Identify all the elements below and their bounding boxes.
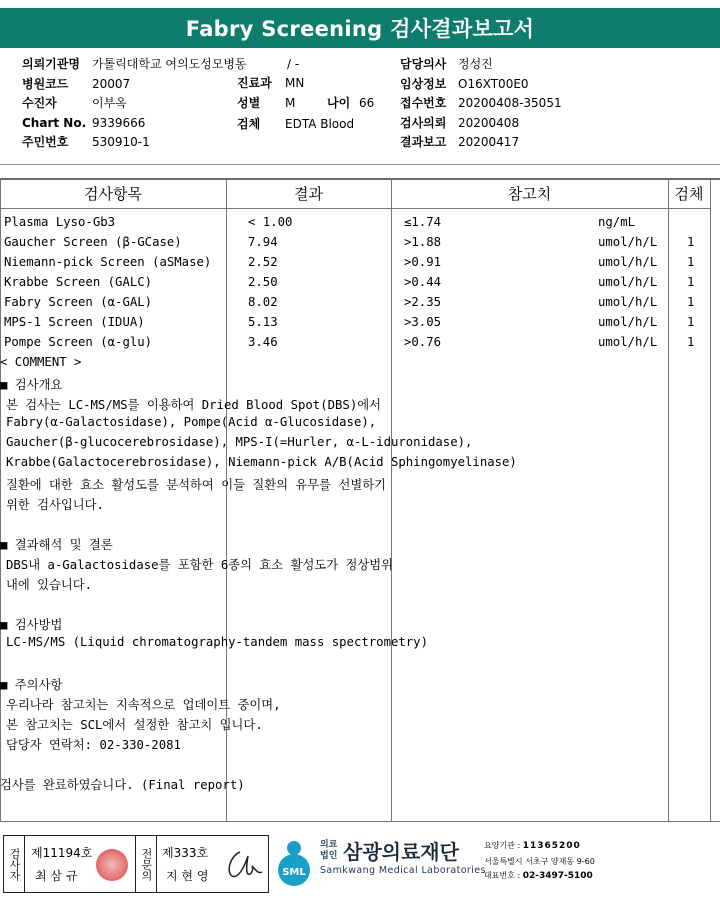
clinical-label: 임상정보	[400, 76, 447, 91]
footer	[0, 834, 720, 894]
final-report-note: 검사를 완료하였습니다. (Final report)	[0, 778, 245, 792]
org-phone: 대표번호 : 02-3497-5100	[484, 871, 593, 881]
test-specimen: 1	[687, 255, 695, 269]
test-unit: umol/h/L	[598, 295, 658, 309]
test-name: Gaucher Screen (β-GCase)	[4, 235, 182, 249]
header-underline	[0, 208, 710, 209]
test-reference: ≤1.74	[404, 215, 442, 229]
test-specimen: 1	[687, 335, 695, 349]
clinic-info	[237, 74, 374, 135]
col-line	[0, 179, 1, 821]
table-row	[4, 275, 710, 295]
org-name: 삼광의료재단	[343, 840, 459, 864]
test-reference: >3.05	[404, 315, 442, 329]
col-header-result: 결과	[294, 185, 323, 203]
test-unit: umol/h/L	[598, 315, 658, 329]
table-row	[4, 295, 710, 315]
test-reference: >0.44	[404, 275, 442, 289]
examiner-name: 최 삼 규	[35, 869, 78, 883]
doctor-label: 담당의사	[400, 57, 447, 71]
patient-label: 수진자	[22, 96, 57, 110]
test-unit: umol/h/L	[598, 275, 658, 289]
signature-box	[3, 835, 269, 893]
specimen-value: EDTA Blood	[285, 117, 355, 131]
test-specimen: 1	[687, 295, 695, 309]
test-unit: umol/h/L	[598, 255, 658, 269]
test-name: Plasma Lyso-Gb3	[4, 215, 116, 229]
test-result: 5.13	[248, 315, 278, 329]
test-specimen: 1	[687, 275, 695, 289]
test-result: 3.46	[248, 335, 278, 349]
section-title: ■ 결과해석 및 결론	[0, 538, 113, 552]
col-header-specimen: 검체	[674, 185, 704, 203]
col-header-reference: 참고치	[507, 185, 552, 203]
table-row	[4, 315, 710, 335]
table-row	[4, 235, 710, 255]
comment-line: DBS내 a-Galactosidase를 포함한 6종의 효소 활성도가 정상범위	[6, 558, 394, 572]
request-value: 20200408	[458, 115, 520, 130]
resident-label: 주민번호	[22, 135, 69, 149]
section-title: ■ 검사개요	[0, 378, 63, 392]
clinic-label: 진료과	[237, 76, 272, 90]
request-label: 검사의뢰	[400, 115, 447, 130]
col-line	[710, 179, 711, 821]
sex-label: 성별	[237, 95, 261, 110]
specialist-license: 제333호	[162, 846, 209, 860]
code-value: 20007	[92, 76, 131, 91]
section-title: ■ 검사방법	[0, 618, 63, 632]
comment-line: 본 검사는 LC-MS/MS를 이용하여 Dried Blood Spot(DBS)에서	[6, 398, 381, 412]
section-title: ■ 주의사항	[0, 678, 63, 692]
test-specimen: 1	[687, 235, 695, 249]
comment-line: Gaucher(β-glucocerebrosidase), MPS-I(=Hurler, α-L-iduronidase),	[6, 435, 473, 449]
resident-value: 530910-1	[92, 135, 150, 149]
report-label: 결과보고	[400, 135, 447, 149]
test-unit: umol/h/L	[598, 335, 658, 349]
clinical-value: O16XT00E0	[458, 76, 529, 91]
comment-line: LC-MS/MS (Liquid chromatography-tandem mass spectrometry)	[6, 635, 428, 649]
org-english-name: Samkwang Medical Laboratories	[320, 865, 486, 876]
contact-code: 요양기관 : 11365200	[484, 841, 581, 851]
comment-line: Fabry(α-Galactosidase), Pompe(Acid α-Glucosidase),	[6, 415, 377, 429]
examiner-seal	[96, 849, 128, 881]
test-result: < 1.00	[248, 215, 293, 229]
test-unit: ng/mL	[598, 215, 636, 229]
receipt-label: 접수번호	[400, 96, 447, 110]
test-name: Pompe Screen (α-glu)	[4, 335, 153, 349]
examiner-license: 제11194호	[31, 846, 93, 860]
specialist-label: 전문의	[135, 836, 157, 892]
test-reference: >0.76	[404, 335, 442, 349]
comment-line: 위한 검사입니다.	[6, 498, 104, 512]
test-name: Niemann-pick Screen (aSMase)	[4, 255, 212, 269]
test-name: Fabry Screen (α-GAL)	[4, 295, 153, 309]
table-row	[4, 215, 710, 235]
sml-logo-icon	[272, 838, 316, 888]
table-row	[4, 335, 710, 355]
divider	[0, 164, 720, 165]
chart-label: Chart No.	[22, 115, 87, 130]
test-reference: >1.88	[404, 235, 442, 249]
report-value: 20200417	[458, 135, 520, 149]
sex-value: M	[285, 95, 296, 110]
report-title: Fabry Screening 검사결과보고서	[0, 8, 720, 48]
dept-sep: / -	[287, 57, 300, 71]
signature-icon	[222, 846, 266, 884]
comment-heading: < COMMENT >	[0, 355, 82, 369]
test-specimen: 1	[687, 315, 695, 329]
comment-line: 본 참고치는 SCL에서 설정한 참고치 입니다.	[6, 718, 263, 732]
test-result: 2.50	[248, 275, 278, 289]
examiner-label: 검사자	[4, 836, 25, 892]
test-result: 2.52	[248, 255, 278, 269]
comment-line: Krabbe(Galactocerebrosidase), Niemann-pick A/B(Acid Sphingomyelinase)	[6, 455, 517, 469]
test-result: 7.94	[248, 235, 278, 249]
comment-line: 질환에 대한 효소 활성도를 분석하여 이들 질환의 유무를 선별하기	[6, 478, 386, 492]
test-name: MPS-1 Screen (IDUA)	[4, 315, 145, 329]
comment-line: 내에 있습니다.	[6, 578, 93, 592]
test-name: Krabbe Screen (GALC)	[4, 275, 153, 289]
comment-line: 담당자 연락처: 02-330-2081	[6, 738, 181, 752]
age-label: 나이	[327, 95, 351, 110]
request-info	[400, 55, 562, 153]
org-address: 서울특별시 서초구 양재동 9-60	[484, 857, 595, 866]
test-result: 8.02	[248, 295, 278, 309]
test-reference: >0.91	[404, 255, 442, 269]
org-prefix: 의료법인	[320, 840, 338, 861]
table-bottom-border	[0, 821, 720, 822]
age-value: 66	[359, 95, 375, 110]
doctor-value: 정성진	[458, 57, 493, 71]
code-label: 병원코드	[22, 76, 69, 91]
table-row	[4, 255, 710, 275]
comment-line: 우리나라 참고치는 지속적으로 업데이트 중이며,	[6, 698, 281, 712]
hospital-value: 가톨릭대학교 여의도성모병동	[92, 57, 247, 71]
receipt-value: 20200408-35051	[458, 96, 562, 110]
patient-value: 이부옥	[92, 96, 127, 110]
logo-text: SML	[282, 867, 306, 878]
chart-value: 9339666	[92, 115, 146, 130]
col-header-test: 검사항목	[84, 185, 142, 203]
patient-info	[22, 55, 247, 153]
test-reference: >2.35	[404, 295, 442, 309]
clinic-value: MN	[285, 76, 305, 90]
test-unit: umol/h/L	[598, 235, 658, 249]
hospital-label: 의뢰기관명	[22, 57, 80, 71]
specimen-label: 검체	[237, 117, 261, 131]
specialist-name: 지 현 영	[166, 869, 209, 883]
